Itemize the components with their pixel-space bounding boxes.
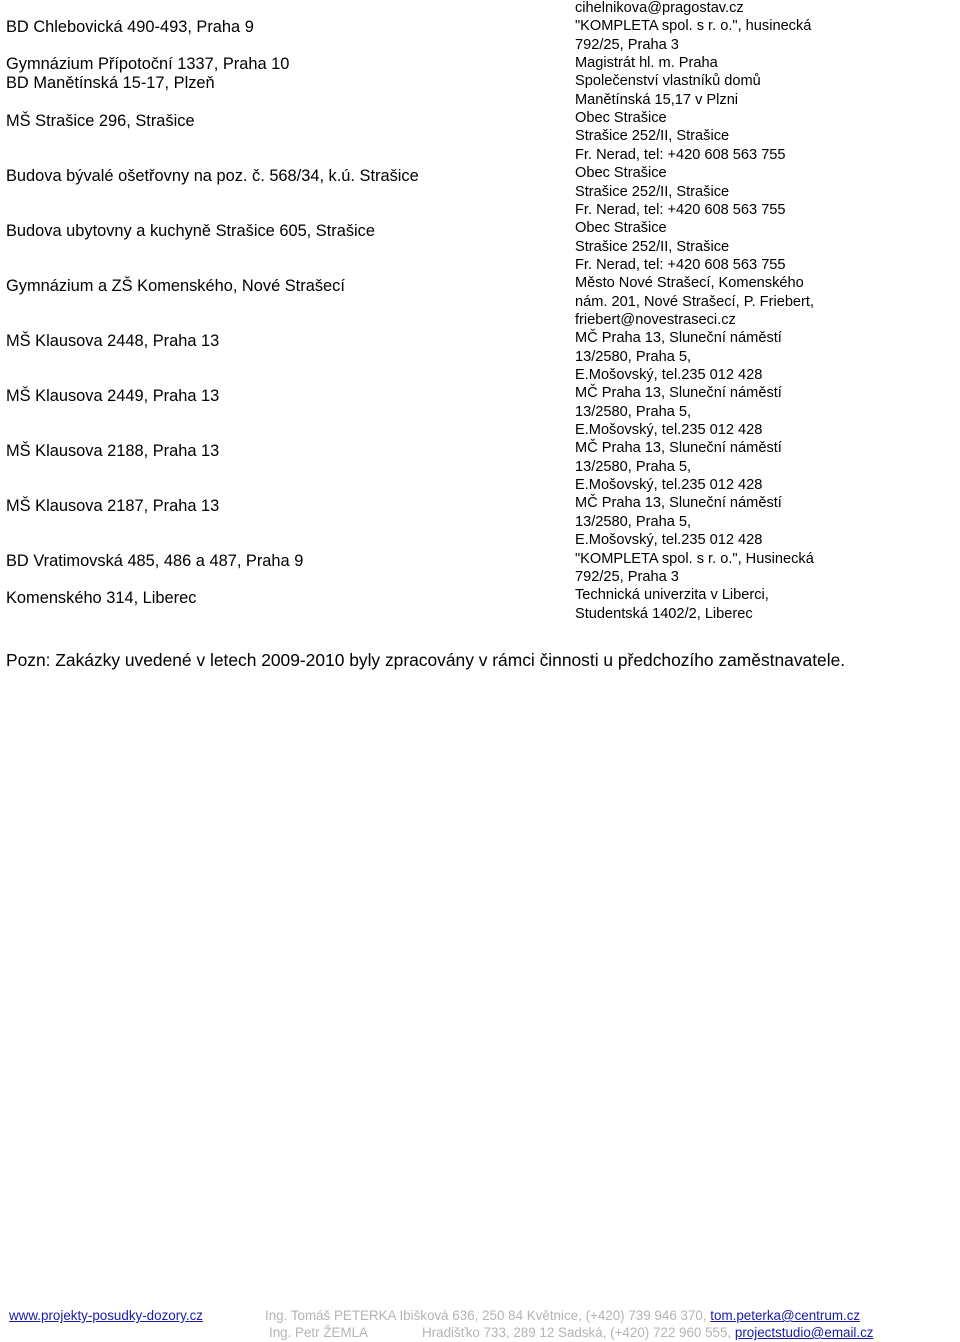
left-item: MŠ Klausova 2448, Praha 13 (6, 332, 220, 350)
contact-line: E.Mošovský, tel.235 012 428 (575, 532, 763, 549)
contact-line: Fr. Nerad, tel: +420 608 563 755 (575, 146, 786, 163)
contact-line: "KOMPLETA spol. s r. o.", husinecká (575, 18, 812, 35)
contact-line: Obec Strašice (575, 165, 667, 182)
website-link[interactable]: www.projekty-posudky-dozory.cz (9, 1308, 203, 1323)
contact-line: nám. 201, Nové Strašecí, P. Friebert, (575, 293, 815, 310)
contact-line: "KOMPLETA spol. s r. o.", Husinecká (575, 550, 814, 567)
contact-line: Studentská 1402/2, Liberec (575, 605, 753, 622)
contact-line: Strašice 252/II, Strašice (575, 183, 730, 200)
footer-contact-1: Ing. Tomáš PETERKA Ibišková 636, 250 84 Květnice, (+420) 739 946 370, (265, 1308, 707, 1323)
contact-line: Město Nové Strašecí, Komenského (575, 275, 804, 292)
left-item: Gymnázium a ZŠ Komenského, Nové Strašecí (6, 277, 345, 295)
contact-line: Strašice 252/II, Strašice (575, 128, 730, 145)
contact-line: MČ Praha 13, Sluneční náměstí (575, 440, 782, 457)
footer-contact-2: Hradišťko 733, 289 12 Sadská, (+420) 722 960 555, (422, 1325, 732, 1340)
left-item: MŠ Klausova 2188, Praha 13 (6, 442, 220, 460)
contact-line: 13/2580, Praha 5, (575, 513, 692, 530)
left-item: BD Manětínská 15-17, Plzeň (6, 74, 215, 92)
contact-line: Manětínská 15,17 v Plzni (575, 91, 739, 108)
contact-line: Fr. Nerad, tel: +420 608 563 755 (575, 201, 786, 218)
contact-line: cihelnikova@pragostav.cz (575, 0, 744, 16)
left-item: Budova ubytovny a kuchyně Strašice 605, Strašice (6, 222, 375, 240)
left-item: MŠ Strašice 296, Strašice (6, 112, 195, 130)
contact-line: 792/25, Praha 3 (575, 568, 679, 585)
contact-line: E.Mošovský, tel.235 012 428 (575, 422, 763, 439)
note-text: Pozn: Zakázky uvedené v letech 2009-2010 byly zpracovány v rámci činnosti u předchozího zaměstnavatele. (6, 650, 846, 670)
contact-line: Fr. Nerad, tel: +420 608 563 755 (575, 256, 786, 273)
left-item: MŠ Klausova 2449, Praha 13 (6, 387, 220, 405)
contact-line: MČ Praha 13, Sluneční náměstí (575, 330, 782, 347)
contact-line: 792/25, Praha 3 (575, 36, 679, 53)
contact-line: E.Mošovský, tel.235 012 428 (575, 367, 763, 383)
left-item: BD Chlebovická 490-493, Praha 9 (6, 18, 254, 36)
left-item: MŠ Klausova 2187, Praha 13 (6, 497, 220, 515)
footer-name-2: Ing. Petr ŽEMLA (269, 1325, 368, 1340)
email-link-projectstudio[interactable]: projectstudio@email.cz (734, 1325, 874, 1340)
contact-line: MČ Praha 13, Sluneční náměstí (575, 385, 782, 402)
contact-line: Technická univerzita v Liberci, (575, 587, 769, 604)
contact-line: Obec Strašice (575, 110, 667, 127)
contact-line: E.Mošovský, tel.235 012 428 (575, 477, 763, 494)
contact-line: Společenství vlastníků domů (575, 73, 761, 90)
left-item: Gymnázium Přípotoční 1337, Praha 10 (6, 55, 290, 73)
left-item: Komenského 314, Liberec (6, 589, 197, 607)
contact-line: MČ Praha 13, Sluneční náměstí (575, 495, 782, 512)
page-footer (0, 1306, 960, 1342)
contact-line: Obec Strašice (575, 220, 667, 237)
contact-line: friebert@novestraseci.cz (575, 311, 736, 328)
email-link-peterka[interactable]: tom.peterka@centrum.cz (710, 1308, 861, 1323)
contact-line: 13/2580, Praha 5, (575, 458, 692, 475)
contact-line: Magistrát hl. m. Praha (575, 55, 718, 72)
contact-line: 13/2580, Praha 5, (575, 348, 692, 365)
contact-line: Strašice 252/II, Strašice (575, 238, 730, 255)
left-item: BD Vratimovská 485, 486 a 487, Praha 9 (6, 552, 304, 570)
left-item: Budova bývalé ošetřovny na poz. č. 568/34, k.ú. Strašice (6, 167, 419, 185)
contact-line: 13/2580, Praha 5, (575, 403, 692, 420)
